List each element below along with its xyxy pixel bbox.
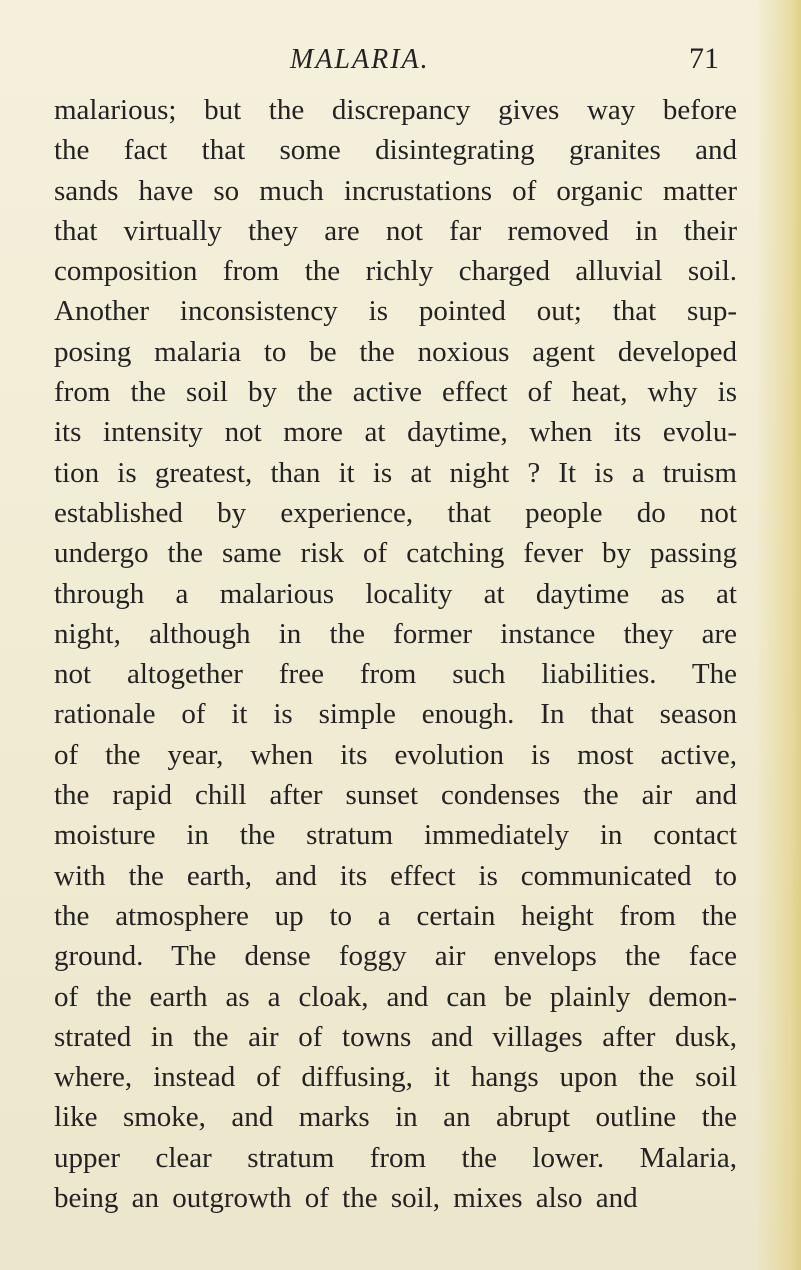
text-line: upper clear stratum from the lower. Malaria, bbox=[54, 1141, 737, 1174]
text-line: like smoke, and marks in an abrupt outline the bbox=[54, 1101, 737, 1134]
running-head bbox=[0, 40, 801, 80]
text-line: with the earth, and its effect is communicated to bbox=[54, 859, 737, 892]
body-text bbox=[54, 90, 737, 1218]
text-line: sands have so much incrustations of organic matter bbox=[54, 174, 737, 207]
text-line: tion is greatest, than it is at night ? It is a truism bbox=[54, 456, 737, 489]
text-line: posing malaria to be the noxious agent developed bbox=[54, 335, 737, 368]
text-line: the rapid chill after sunset condenses the air and bbox=[54, 779, 737, 812]
text-line: undergo the same risk of catching fever by passing bbox=[54, 537, 737, 570]
text-line: moisture in the stratum immediately in contact bbox=[54, 819, 737, 852]
text-line: malarious; but the discrepancy gives way before bbox=[54, 94, 737, 126]
text-line: ground. The dense foggy air envelops the face bbox=[54, 940, 737, 973]
text-line: rationale of it is simple enough. In that season bbox=[54, 698, 737, 731]
text-line: of the earth as a cloak, and can be plainly demon- bbox=[54, 980, 737, 1013]
text-line: Another inconsistency is pointed out; that sup- bbox=[54, 295, 737, 328]
text-line: its intensity not more at daytime, when its evolu- bbox=[54, 416, 737, 449]
running-title: MALARIA. bbox=[290, 44, 430, 75]
text-line: being an outgrowth of the soil, mixes also and bbox=[54, 1182, 638, 1215]
text-line: the atmosphere up to a certain height from the bbox=[54, 899, 737, 932]
text-line: night, although in the former instance they are bbox=[54, 617, 737, 650]
page-number: 71 bbox=[689, 42, 719, 75]
text-line: strated in the air of towns and villages after dusk, bbox=[54, 1020, 737, 1053]
text-line: from the soil by the active effect of heat, why is bbox=[54, 376, 737, 409]
text-line: not altogether free from such liabilities. The bbox=[54, 658, 737, 691]
text-line: of the year, when its evolution is most active, bbox=[54, 738, 737, 771]
text-line: composition from the richly charged alluvial soil. bbox=[54, 255, 737, 288]
text-line: through a malarious locality at daytime as at bbox=[54, 577, 737, 610]
text-line: established by experience, that people do not bbox=[54, 496, 737, 529]
text-line: that virtually they are not far removed in their bbox=[54, 214, 737, 247]
text-line: where, instead of diffusing, it hangs upon the soil bbox=[54, 1061, 737, 1094]
text-line: the fact that some disintegrating granites and bbox=[54, 134, 737, 167]
